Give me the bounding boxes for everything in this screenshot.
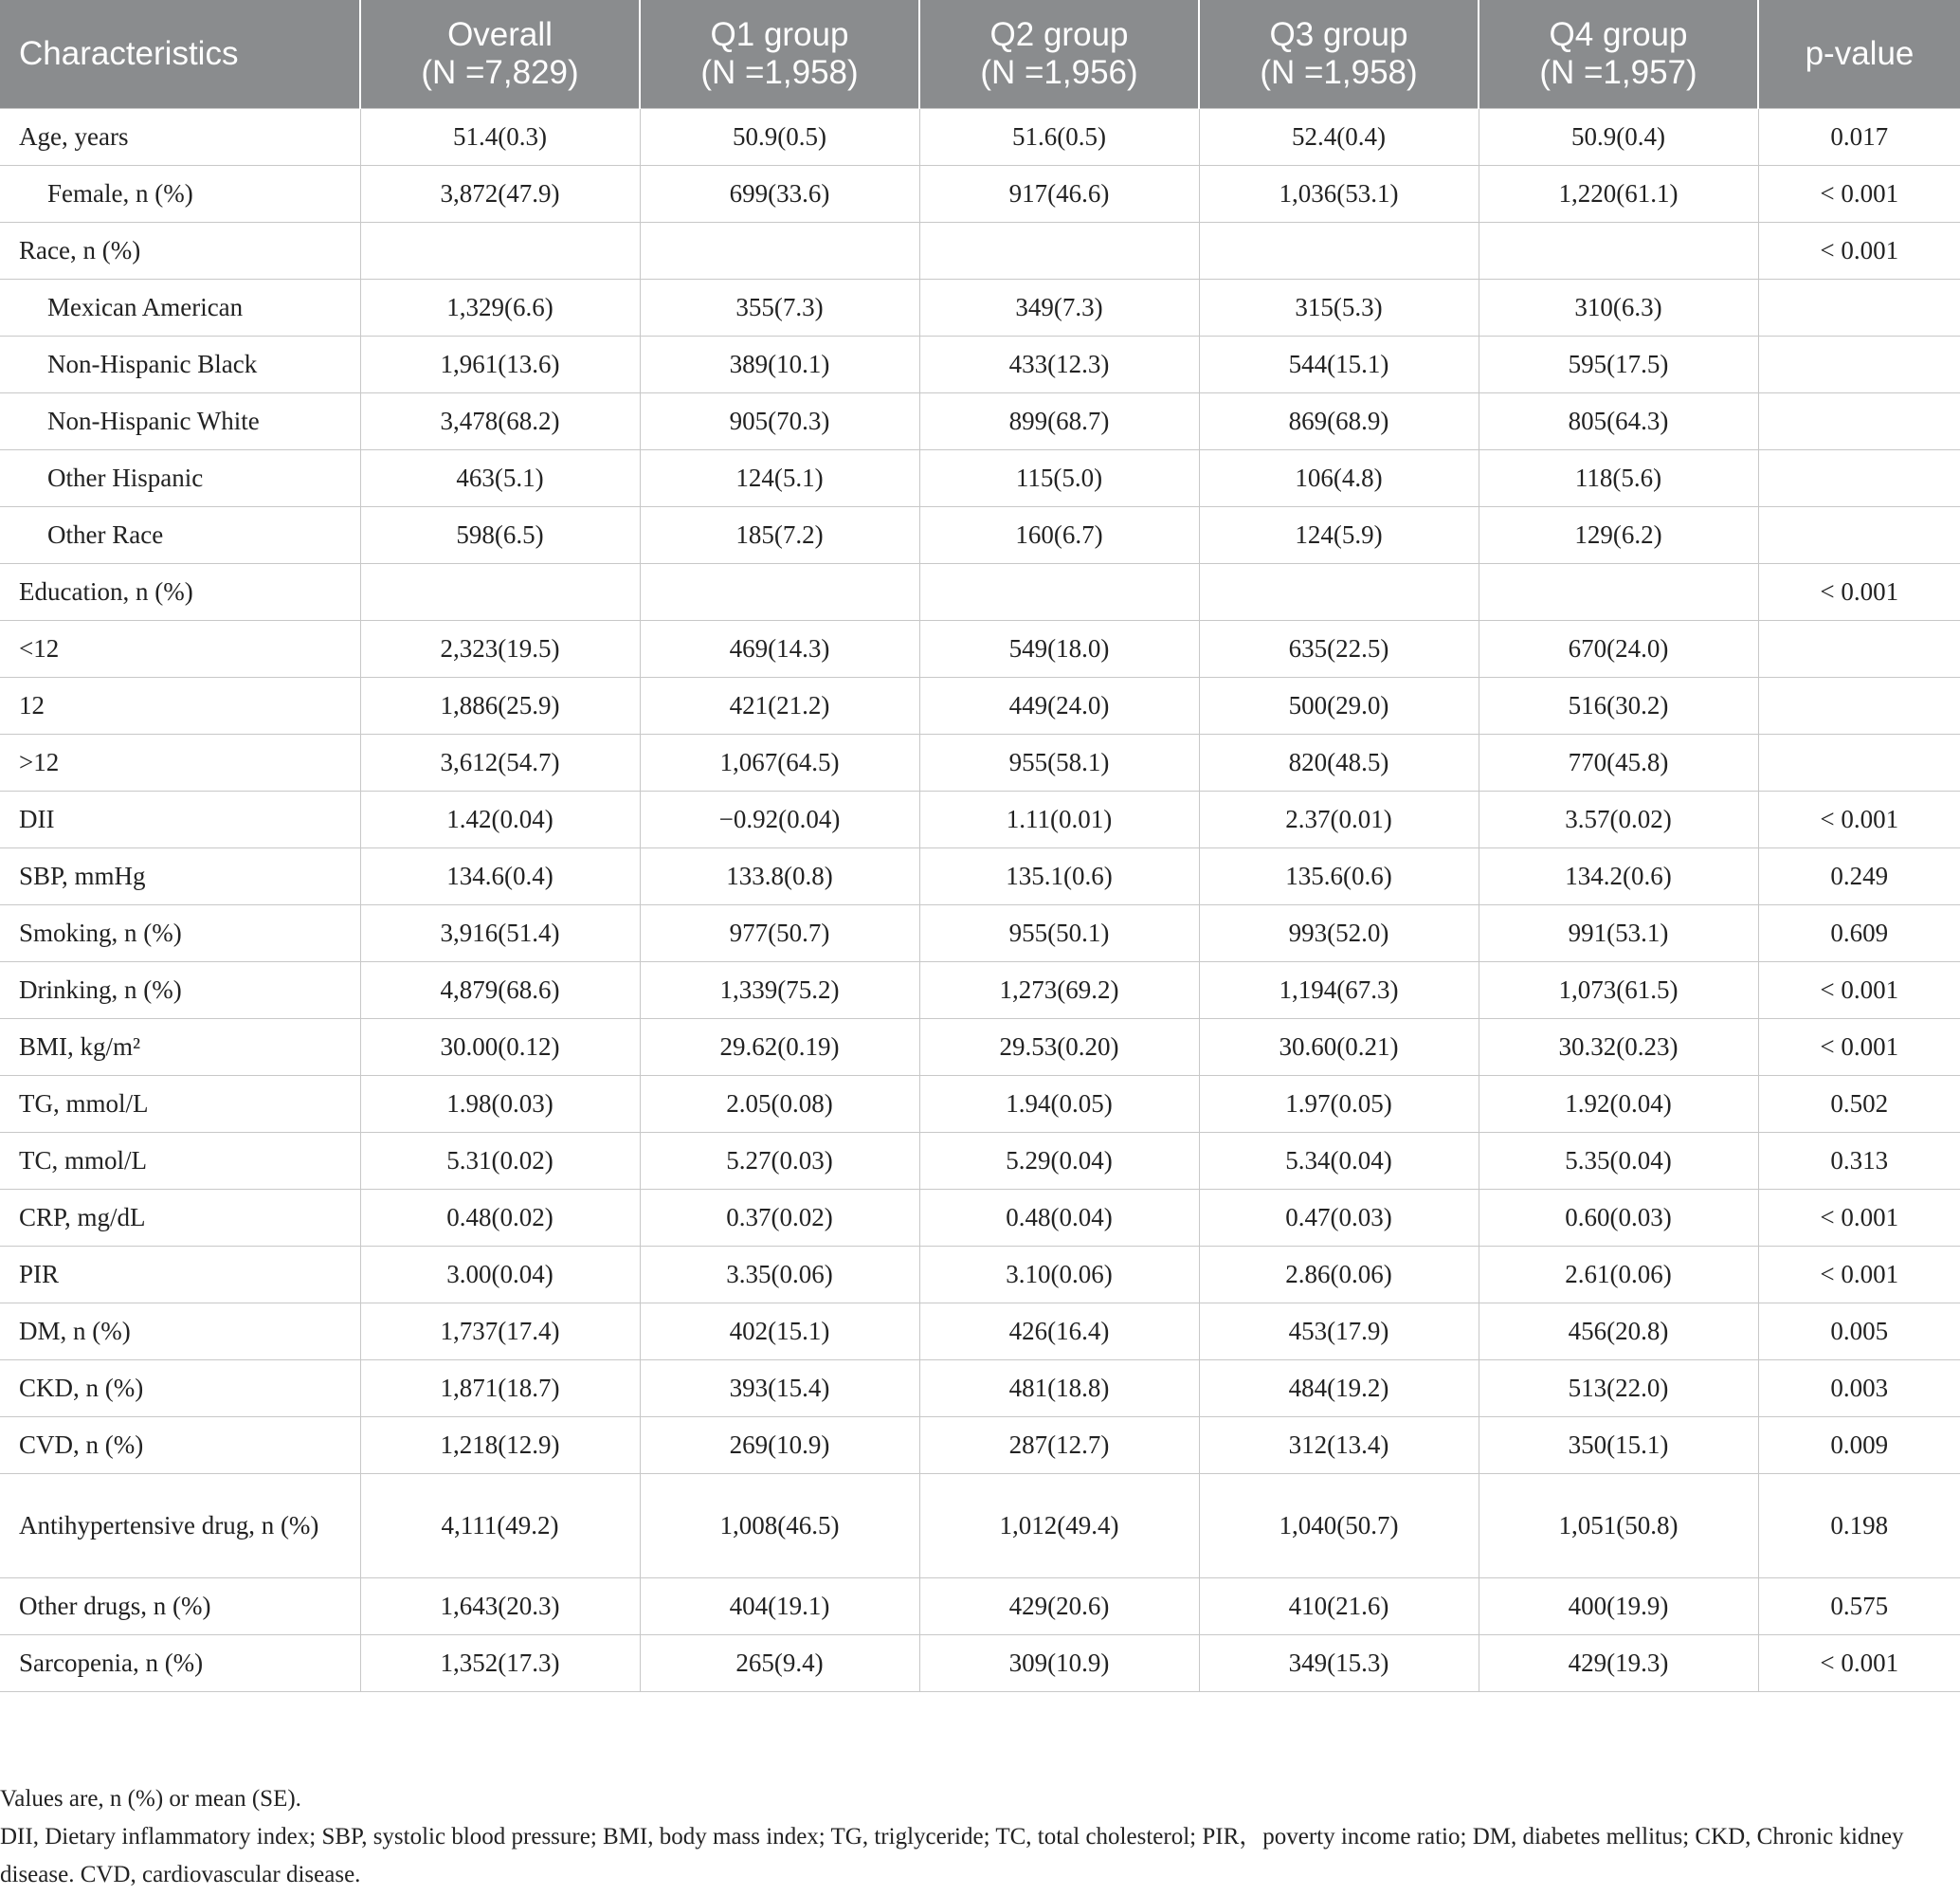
cell-q1: 265(9.4) bbox=[640, 1634, 919, 1691]
header-n: (N =1,958) bbox=[1260, 53, 1418, 91]
table-row bbox=[0, 1577, 1960, 1634]
cell-q3: 1,036(53.1) bbox=[1199, 165, 1479, 222]
cell-q1: 977(50.7) bbox=[640, 904, 919, 961]
header-n: (N =1,956) bbox=[980, 53, 1138, 91]
cell-pvalue: 0.502 bbox=[1758, 1075, 1960, 1132]
table-row bbox=[0, 1075, 1960, 1132]
cell-overall: 463(5.1) bbox=[360, 449, 640, 506]
row-label: PIR bbox=[0, 1246, 360, 1303]
cell-q2: 549(18.0) bbox=[919, 620, 1199, 677]
row-label: >12 bbox=[0, 734, 360, 791]
cell-q2: 29.53(0.20) bbox=[919, 1018, 1199, 1075]
table-row bbox=[0, 1634, 1960, 1691]
cell-pvalue: < 0.001 bbox=[1758, 165, 1960, 222]
cell-q1: 29.62(0.19) bbox=[640, 1018, 919, 1075]
row-label: <12 bbox=[0, 620, 360, 677]
cell-pvalue: < 0.001 bbox=[1758, 1189, 1960, 1246]
table-footnotes bbox=[0, 1780, 1952, 1894]
header-q2 bbox=[919, 0, 1199, 108]
cell-q2: 135.1(0.6) bbox=[919, 847, 1199, 904]
cell-q1: 389(10.1) bbox=[640, 336, 919, 392]
cell-overall bbox=[360, 563, 640, 620]
row-label: Antihypertensive drug, n (%) bbox=[0, 1473, 360, 1577]
cell-q4 bbox=[1479, 563, 1758, 620]
cell-q2: 1,273(69.2) bbox=[919, 961, 1199, 1018]
cell-pvalue: 0.609 bbox=[1758, 904, 1960, 961]
header-n: (N =1,957) bbox=[1539, 53, 1697, 91]
table-row bbox=[0, 1246, 1960, 1303]
cell-overall: 4,879(68.6) bbox=[360, 961, 640, 1018]
cell-q2: 5.29(0.04) bbox=[919, 1132, 1199, 1189]
table-header-row bbox=[0, 0, 1960, 108]
table-row bbox=[0, 961, 1960, 1018]
cell-q1: 404(19.1) bbox=[640, 1577, 919, 1634]
cell-q2: 1,012(49.4) bbox=[919, 1473, 1199, 1577]
table-row bbox=[0, 563, 1960, 620]
cell-q2: 0.48(0.04) bbox=[919, 1189, 1199, 1246]
row-label: CVD, n (%) bbox=[0, 1416, 360, 1473]
cell-q4: 770(45.8) bbox=[1479, 734, 1758, 791]
table-row bbox=[0, 1189, 1960, 1246]
row-label: TC, mmol/L bbox=[0, 1132, 360, 1189]
row-label: Non-Hispanic Black bbox=[0, 336, 360, 392]
cell-q1: 0.37(0.02) bbox=[640, 1189, 919, 1246]
cell-overall: 1,961(13.6) bbox=[360, 336, 640, 392]
cell-pvalue bbox=[1758, 336, 1960, 392]
cell-q4: 118(5.6) bbox=[1479, 449, 1758, 506]
header-n: (N =1,958) bbox=[700, 53, 859, 91]
cell-overall: 1,218(12.9) bbox=[360, 1416, 640, 1473]
cell-overall: 598(6.5) bbox=[360, 506, 640, 563]
footnote-values: Values are, n (%) or mean (SE). bbox=[0, 1786, 301, 1812]
table-row bbox=[0, 1303, 1960, 1359]
cell-q1: 3.35(0.06) bbox=[640, 1246, 919, 1303]
header-name: Q2 group bbox=[989, 15, 1129, 53]
cell-pvalue: < 0.001 bbox=[1758, 563, 1960, 620]
cell-q3 bbox=[1199, 563, 1479, 620]
table-row bbox=[0, 165, 1960, 222]
row-label: Other drugs, n (%) bbox=[0, 1577, 360, 1634]
cell-pvalue bbox=[1758, 734, 1960, 791]
cell-pvalue: 0.003 bbox=[1758, 1359, 1960, 1416]
row-label: DM, n (%) bbox=[0, 1303, 360, 1359]
cell-pvalue: 0.198 bbox=[1758, 1473, 1960, 1577]
row-label: Smoking, n (%) bbox=[0, 904, 360, 961]
cell-overall: 1,643(20.3) bbox=[360, 1577, 640, 1634]
cell-q1: 269(10.9) bbox=[640, 1416, 919, 1473]
cell-q2: 3.10(0.06) bbox=[919, 1246, 1199, 1303]
cell-q4: 513(22.0) bbox=[1479, 1359, 1758, 1416]
cell-pvalue: 0.575 bbox=[1758, 1577, 1960, 1634]
cell-q4: 1,051(50.8) bbox=[1479, 1473, 1758, 1577]
cell-pvalue: < 0.001 bbox=[1758, 791, 1960, 847]
cell-overall: 3,478(68.2) bbox=[360, 392, 640, 449]
cell-q2: 349(7.3) bbox=[919, 279, 1199, 336]
cell-q2: 955(58.1) bbox=[919, 734, 1199, 791]
table-row bbox=[0, 279, 1960, 336]
cell-pvalue: < 0.001 bbox=[1758, 1634, 1960, 1691]
header-characteristics: Characteristics bbox=[0, 0, 360, 108]
cell-q4: 350(15.1) bbox=[1479, 1416, 1758, 1473]
cell-overall: 5.31(0.02) bbox=[360, 1132, 640, 1189]
cell-q4: 134.2(0.6) bbox=[1479, 847, 1758, 904]
table-row bbox=[0, 1359, 1960, 1416]
cell-q1: 1,339(75.2) bbox=[640, 961, 919, 1018]
row-label: Race, n (%) bbox=[0, 222, 360, 279]
cell-overall: 1,352(17.3) bbox=[360, 1634, 640, 1691]
cell-q2: 481(18.8) bbox=[919, 1359, 1199, 1416]
cell-pvalue: 0.249 bbox=[1758, 847, 1960, 904]
cell-q2: 1.94(0.05) bbox=[919, 1075, 1199, 1132]
cell-q1: −0.92(0.04) bbox=[640, 791, 919, 847]
row-label: CKD, n (%) bbox=[0, 1359, 360, 1416]
cell-q3: 2.37(0.01) bbox=[1199, 791, 1479, 847]
cell-overall: 134.6(0.4) bbox=[360, 847, 640, 904]
cell-q3 bbox=[1199, 222, 1479, 279]
table-row bbox=[0, 677, 1960, 734]
cell-q3: 869(68.9) bbox=[1199, 392, 1479, 449]
table-row bbox=[0, 847, 1960, 904]
cell-q2: 309(10.9) bbox=[919, 1634, 1199, 1691]
cell-pvalue bbox=[1758, 677, 1960, 734]
row-label: Female, n (%) bbox=[0, 165, 360, 222]
cell-q3: 1,194(67.3) bbox=[1199, 961, 1479, 1018]
table-row bbox=[0, 1132, 1960, 1189]
cell-q2: 287(12.7) bbox=[919, 1416, 1199, 1473]
cell-q4: 991(53.1) bbox=[1479, 904, 1758, 961]
cell-q3: 484(19.2) bbox=[1199, 1359, 1479, 1416]
cell-q4: 516(30.2) bbox=[1479, 677, 1758, 734]
cell-q4: 1,073(61.5) bbox=[1479, 961, 1758, 1018]
cell-q4: 2.61(0.06) bbox=[1479, 1246, 1758, 1303]
cell-overall: 0.48(0.02) bbox=[360, 1189, 640, 1246]
cell-pvalue bbox=[1758, 620, 1960, 677]
cell-pvalue bbox=[1758, 279, 1960, 336]
cell-q1: 393(15.4) bbox=[640, 1359, 919, 1416]
cell-q4: 310(6.3) bbox=[1479, 279, 1758, 336]
cell-pvalue: 0.313 bbox=[1758, 1132, 1960, 1189]
cell-q1 bbox=[640, 222, 919, 279]
cell-overall: 30.00(0.12) bbox=[360, 1018, 640, 1075]
cell-overall: 2,323(19.5) bbox=[360, 620, 640, 677]
header-name: Q3 group bbox=[1269, 15, 1408, 53]
table-row bbox=[0, 1416, 1960, 1473]
cell-q4: 595(17.5) bbox=[1479, 336, 1758, 392]
cell-q2: 917(46.6) bbox=[919, 165, 1199, 222]
table-row bbox=[0, 222, 1960, 279]
row-label: Other Hispanic bbox=[0, 449, 360, 506]
cell-q4: 5.35(0.04) bbox=[1479, 1132, 1758, 1189]
cell-q3: 2.86(0.06) bbox=[1199, 1246, 1479, 1303]
cell-q1: 185(7.2) bbox=[640, 506, 919, 563]
cell-q2: 160(6.7) bbox=[919, 506, 1199, 563]
cell-q1: 2.05(0.08) bbox=[640, 1075, 919, 1132]
table-row bbox=[0, 1018, 1960, 1075]
table-row bbox=[0, 506, 1960, 563]
cell-q2: 899(68.7) bbox=[919, 392, 1199, 449]
cell-q1 bbox=[640, 563, 919, 620]
row-label: Sarcopenia, n (%) bbox=[0, 1634, 360, 1691]
cell-pvalue bbox=[1758, 449, 1960, 506]
header-overall bbox=[360, 0, 640, 108]
table-body bbox=[0, 108, 1960, 1691]
cell-q4: 805(64.3) bbox=[1479, 392, 1758, 449]
cell-q3: 30.60(0.21) bbox=[1199, 1018, 1479, 1075]
cell-q3: 135.6(0.6) bbox=[1199, 847, 1479, 904]
cell-q3: 635(22.5) bbox=[1199, 620, 1479, 677]
cell-overall: 51.4(0.3) bbox=[360, 108, 640, 165]
cell-pvalue: < 0.001 bbox=[1758, 1018, 1960, 1075]
table-row bbox=[0, 108, 1960, 165]
cell-q3: 124(5.9) bbox=[1199, 506, 1479, 563]
cell-q3: 312(13.4) bbox=[1199, 1416, 1479, 1473]
row-label: Education, n (%) bbox=[0, 563, 360, 620]
cell-q2 bbox=[919, 563, 1199, 620]
table-row bbox=[0, 904, 1960, 961]
cell-pvalue bbox=[1758, 506, 1960, 563]
cell-overall: 1.42(0.04) bbox=[360, 791, 640, 847]
cell-q3: 315(5.3) bbox=[1199, 279, 1479, 336]
row-label: Mexican American bbox=[0, 279, 360, 336]
cell-q3: 544(15.1) bbox=[1199, 336, 1479, 392]
cell-q3: 349(15.3) bbox=[1199, 1634, 1479, 1691]
row-label: TG, mmol/L bbox=[0, 1075, 360, 1132]
table-row bbox=[0, 336, 1960, 392]
cell-q4: 400(19.9) bbox=[1479, 1577, 1758, 1634]
row-label: Drinking, n (%) bbox=[0, 961, 360, 1018]
cell-q1: 50.9(0.5) bbox=[640, 108, 919, 165]
table-row bbox=[0, 392, 1960, 449]
header-name: Q4 group bbox=[1549, 15, 1688, 53]
cell-pvalue bbox=[1758, 392, 1960, 449]
cell-q1: 124(5.1) bbox=[640, 449, 919, 506]
cell-q1: 469(14.3) bbox=[640, 620, 919, 677]
cell-q3: 5.34(0.04) bbox=[1199, 1132, 1479, 1189]
row-label: BMI, kg/m² bbox=[0, 1018, 360, 1075]
cell-q4: 1,220(61.1) bbox=[1479, 165, 1758, 222]
cell-overall bbox=[360, 222, 640, 279]
cell-q4: 429(19.3) bbox=[1479, 1634, 1758, 1691]
cell-overall: 1,737(17.4) bbox=[360, 1303, 640, 1359]
cell-q2: 115(5.0) bbox=[919, 449, 1199, 506]
cell-q2: 449(24.0) bbox=[919, 677, 1199, 734]
cell-q4: 456(20.8) bbox=[1479, 1303, 1758, 1359]
cell-q3: 993(52.0) bbox=[1199, 904, 1479, 961]
cell-q1: 1,008(46.5) bbox=[640, 1473, 919, 1577]
table-row bbox=[0, 791, 1960, 847]
cell-q4: 30.32(0.23) bbox=[1479, 1018, 1758, 1075]
header-pvalue: p-value bbox=[1758, 0, 1960, 108]
cell-q3: 106(4.8) bbox=[1199, 449, 1479, 506]
cell-overall: 3,872(47.9) bbox=[360, 165, 640, 222]
cell-overall: 4,111(49.2) bbox=[360, 1473, 640, 1577]
cell-pvalue: 0.017 bbox=[1758, 108, 1960, 165]
cell-pvalue: < 0.001 bbox=[1758, 222, 1960, 279]
cell-q2: 51.6(0.5) bbox=[919, 108, 1199, 165]
cell-q2: 426(16.4) bbox=[919, 1303, 1199, 1359]
cell-q4: 1.92(0.04) bbox=[1479, 1075, 1758, 1132]
cell-overall: 1,886(25.9) bbox=[360, 677, 640, 734]
footnote-abbreviations: DII, Dietary inflammatory index; SBP, systolic blood pressure; BMI, body mass index; TG, triglyceride; TC, total cholesterol; PIR，poverty income ratio; DM, diabetes mellitus; CKD, Chronic kidney disease. CVD, cardiovascular disease. bbox=[0, 1824, 1904, 1887]
cell-q3: 500(29.0) bbox=[1199, 677, 1479, 734]
cell-q1: 133.8(0.8) bbox=[640, 847, 919, 904]
row-label: Age, years bbox=[0, 108, 360, 165]
cell-overall: 3.00(0.04) bbox=[360, 1246, 640, 1303]
header-q4 bbox=[1479, 0, 1758, 108]
cell-q3: 453(17.9) bbox=[1199, 1303, 1479, 1359]
cell-q4: 129(6.2) bbox=[1479, 506, 1758, 563]
cell-q1: 421(21.2) bbox=[640, 677, 919, 734]
cell-q2: 955(50.1) bbox=[919, 904, 1199, 961]
cell-pvalue: 0.005 bbox=[1758, 1303, 1960, 1359]
table-row bbox=[0, 734, 1960, 791]
cell-q4: 3.57(0.02) bbox=[1479, 791, 1758, 847]
cell-q1: 699(33.6) bbox=[640, 165, 919, 222]
cell-q4: 670(24.0) bbox=[1479, 620, 1758, 677]
cell-q3: 1,040(50.7) bbox=[1199, 1473, 1479, 1577]
cell-overall: 1,871(18.7) bbox=[360, 1359, 640, 1416]
cell-q4 bbox=[1479, 222, 1758, 279]
cell-q4: 0.60(0.03) bbox=[1479, 1189, 1758, 1246]
cell-overall: 3,612(54.7) bbox=[360, 734, 640, 791]
cell-overall: 1.98(0.03) bbox=[360, 1075, 640, 1132]
cell-q2: 433(12.3) bbox=[919, 336, 1199, 392]
cell-q3: 410(21.6) bbox=[1199, 1577, 1479, 1634]
row-label: 12 bbox=[0, 677, 360, 734]
cell-overall: 3,916(51.4) bbox=[360, 904, 640, 961]
cell-q1: 905(70.3) bbox=[640, 392, 919, 449]
header-name: Overall bbox=[447, 15, 553, 53]
row-label: Other Race bbox=[0, 506, 360, 563]
cell-q1: 1,067(64.5) bbox=[640, 734, 919, 791]
cell-q3: 52.4(0.4) bbox=[1199, 108, 1479, 165]
cell-q1: 355(7.3) bbox=[640, 279, 919, 336]
header-n: (N =7,829) bbox=[421, 53, 579, 91]
header-q3 bbox=[1199, 0, 1479, 108]
header-q1 bbox=[640, 0, 919, 108]
row-label: DII bbox=[0, 791, 360, 847]
cell-q2: 1.11(0.01) bbox=[919, 791, 1199, 847]
cell-q3: 0.47(0.03) bbox=[1199, 1189, 1479, 1246]
cell-q1: 402(15.1) bbox=[640, 1303, 919, 1359]
cell-q3: 820(48.5) bbox=[1199, 734, 1479, 791]
row-label: Non-Hispanic White bbox=[0, 392, 360, 449]
cell-pvalue: 0.009 bbox=[1758, 1416, 1960, 1473]
cell-pvalue: < 0.001 bbox=[1758, 961, 1960, 1018]
table-row bbox=[0, 620, 1960, 677]
row-label: CRP, mg/dL bbox=[0, 1189, 360, 1246]
table-row bbox=[0, 449, 1960, 506]
cell-q2 bbox=[919, 222, 1199, 279]
cell-q4: 50.9(0.4) bbox=[1479, 108, 1758, 165]
cell-q1: 5.27(0.03) bbox=[640, 1132, 919, 1189]
cell-q2: 429(20.6) bbox=[919, 1577, 1199, 1634]
header-name: Q1 group bbox=[710, 15, 849, 53]
row-label: SBP, mmHg bbox=[0, 847, 360, 904]
cell-overall: 1,329(6.6) bbox=[360, 279, 640, 336]
cell-pvalue: < 0.001 bbox=[1758, 1246, 1960, 1303]
table-row bbox=[0, 1473, 1960, 1577]
cell-q3: 1.97(0.05) bbox=[1199, 1075, 1479, 1132]
